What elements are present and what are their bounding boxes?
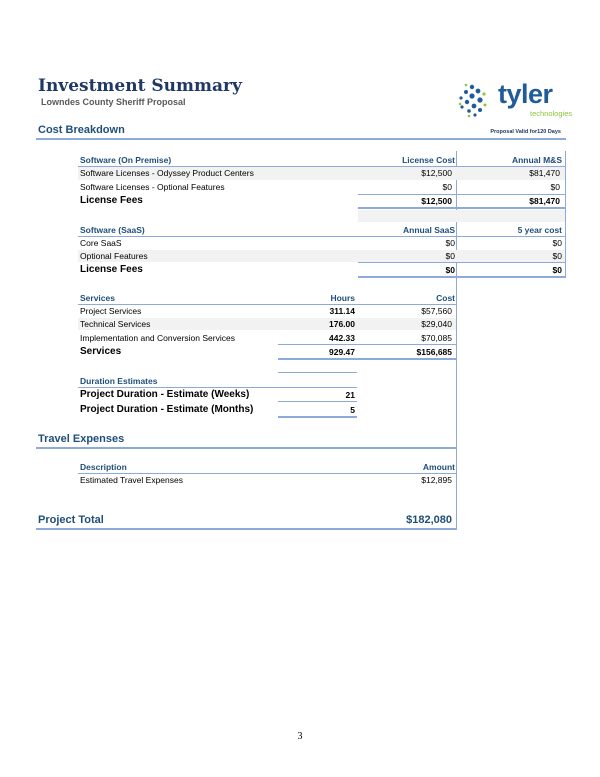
duration-months-value: 5: [350, 405, 355, 415]
page-number: 3: [297, 731, 303, 742]
saas-license-fees-col1: $0: [445, 265, 455, 275]
page-title: Investment Summary: [38, 76, 242, 96]
table-cell-cost: $70,085: [421, 333, 452, 343]
services-header-hours: Hours: [330, 293, 355, 303]
saas-license-fees-label: License Fees: [80, 264, 143, 275]
table-row-label: Core SaaS: [80, 238, 122, 248]
saas-header-label: Software (SaaS): [80, 225, 145, 235]
tyler-logo: [458, 79, 573, 121]
duration-weeks-label: Project Duration - Estimate (Weeks): [80, 389, 250, 400]
table-cell-hours: 311.14: [329, 306, 355, 316]
table-cell: $81,470: [529, 168, 560, 178]
table-cell: $0: [552, 238, 562, 248]
table-row-label: Estimated Travel Expenses: [80, 475, 183, 485]
services-header-label: Services: [80, 293, 115, 303]
table-row-label: Implementation and Conversion Services: [80, 333, 235, 343]
project-total-label: Project Total: [38, 514, 104, 526]
table-row-label: Technical Services: [80, 319, 151, 329]
table-cell: $0: [442, 182, 452, 192]
services-total-cost: $156,685: [416, 347, 452, 357]
duration-header-rule: [78, 387, 357, 388]
project-total-rule: [36, 528, 457, 530]
logo-wordmark: tyler: [498, 79, 553, 109]
travel-header-amount: Amount: [422, 462, 455, 472]
saas-header-col1: Annual SaaS: [403, 225, 455, 235]
license-fees-label: License Fees: [80, 195, 143, 206]
duration-header-label: Duration Estimates: [80, 376, 158, 386]
license-fees-col2: $81,470: [529, 196, 560, 206]
table-row-label: Software Licenses - Odyssey Product Centers: [80, 168, 254, 178]
subtotal-rule: [278, 344, 456, 345]
table-cell-hours: 176.00: [329, 319, 355, 329]
saas-header-col2: 5 year cost: [517, 225, 562, 235]
total-rule: [358, 207, 565, 209]
software-header-label: Software (On Premise): [80, 155, 172, 165]
duration-top-rule: [278, 372, 357, 373]
table-cell: $0: [550, 182, 560, 192]
subtotal-rule: [278, 401, 357, 402]
proposal-validity: Proposal Valid for120 Days: [490, 129, 561, 135]
services-total-label: Services: [80, 346, 122, 357]
header-rule: [36, 138, 566, 140]
table-cell: $0: [552, 251, 562, 261]
table-cell: $12,500: [421, 168, 452, 178]
table-cell-amount: $12,895: [421, 475, 452, 485]
cost-breakdown-heading: Cost Breakdown: [38, 124, 125, 136]
table-row-label: Optional Features: [80, 251, 148, 261]
travel-rule: [36, 447, 457, 449]
table-row-label: Software Licenses - Optional Features: [80, 182, 225, 192]
project-total-value: $182,080: [406, 514, 452, 526]
software-header-col2: Annual M&S: [511, 155, 562, 165]
table-cell-cost: $57,560: [421, 306, 452, 316]
saas-license-fees-col2: $0: [552, 265, 562, 275]
logo-subtext: technologies: [530, 109, 573, 118]
table-cell: $0: [445, 251, 455, 261]
spacer-shade: [358, 210, 565, 222]
page-subtitle: Lowndes County Sheriff Proposal: [41, 97, 186, 107]
license-fees-col1: $12,500: [421, 196, 452, 206]
table-row-label: Project Services: [80, 306, 142, 316]
total-rule: [358, 276, 565, 278]
table-cell-hours: 442.33: [329, 333, 355, 343]
duration-months-label: Project Duration - Estimate (Months): [80, 404, 254, 415]
software-header-col1: License Cost: [402, 155, 455, 165]
services-header-cost: Cost: [436, 293, 455, 303]
travel-header-label: Description: [80, 462, 127, 472]
table-cell: $0: [445, 238, 455, 248]
subtotal-rule: [358, 262, 565, 263]
total-rule: [278, 416, 357, 418]
travel-expenses-heading: Travel Expenses: [38, 433, 125, 445]
total-rule: [278, 358, 456, 360]
column-divider-right: [565, 151, 566, 278]
table-cell-cost: $29,040: [421, 319, 452, 329]
duration-weeks-value: 21: [345, 390, 355, 400]
services-total-hours: 929.47: [329, 347, 355, 357]
